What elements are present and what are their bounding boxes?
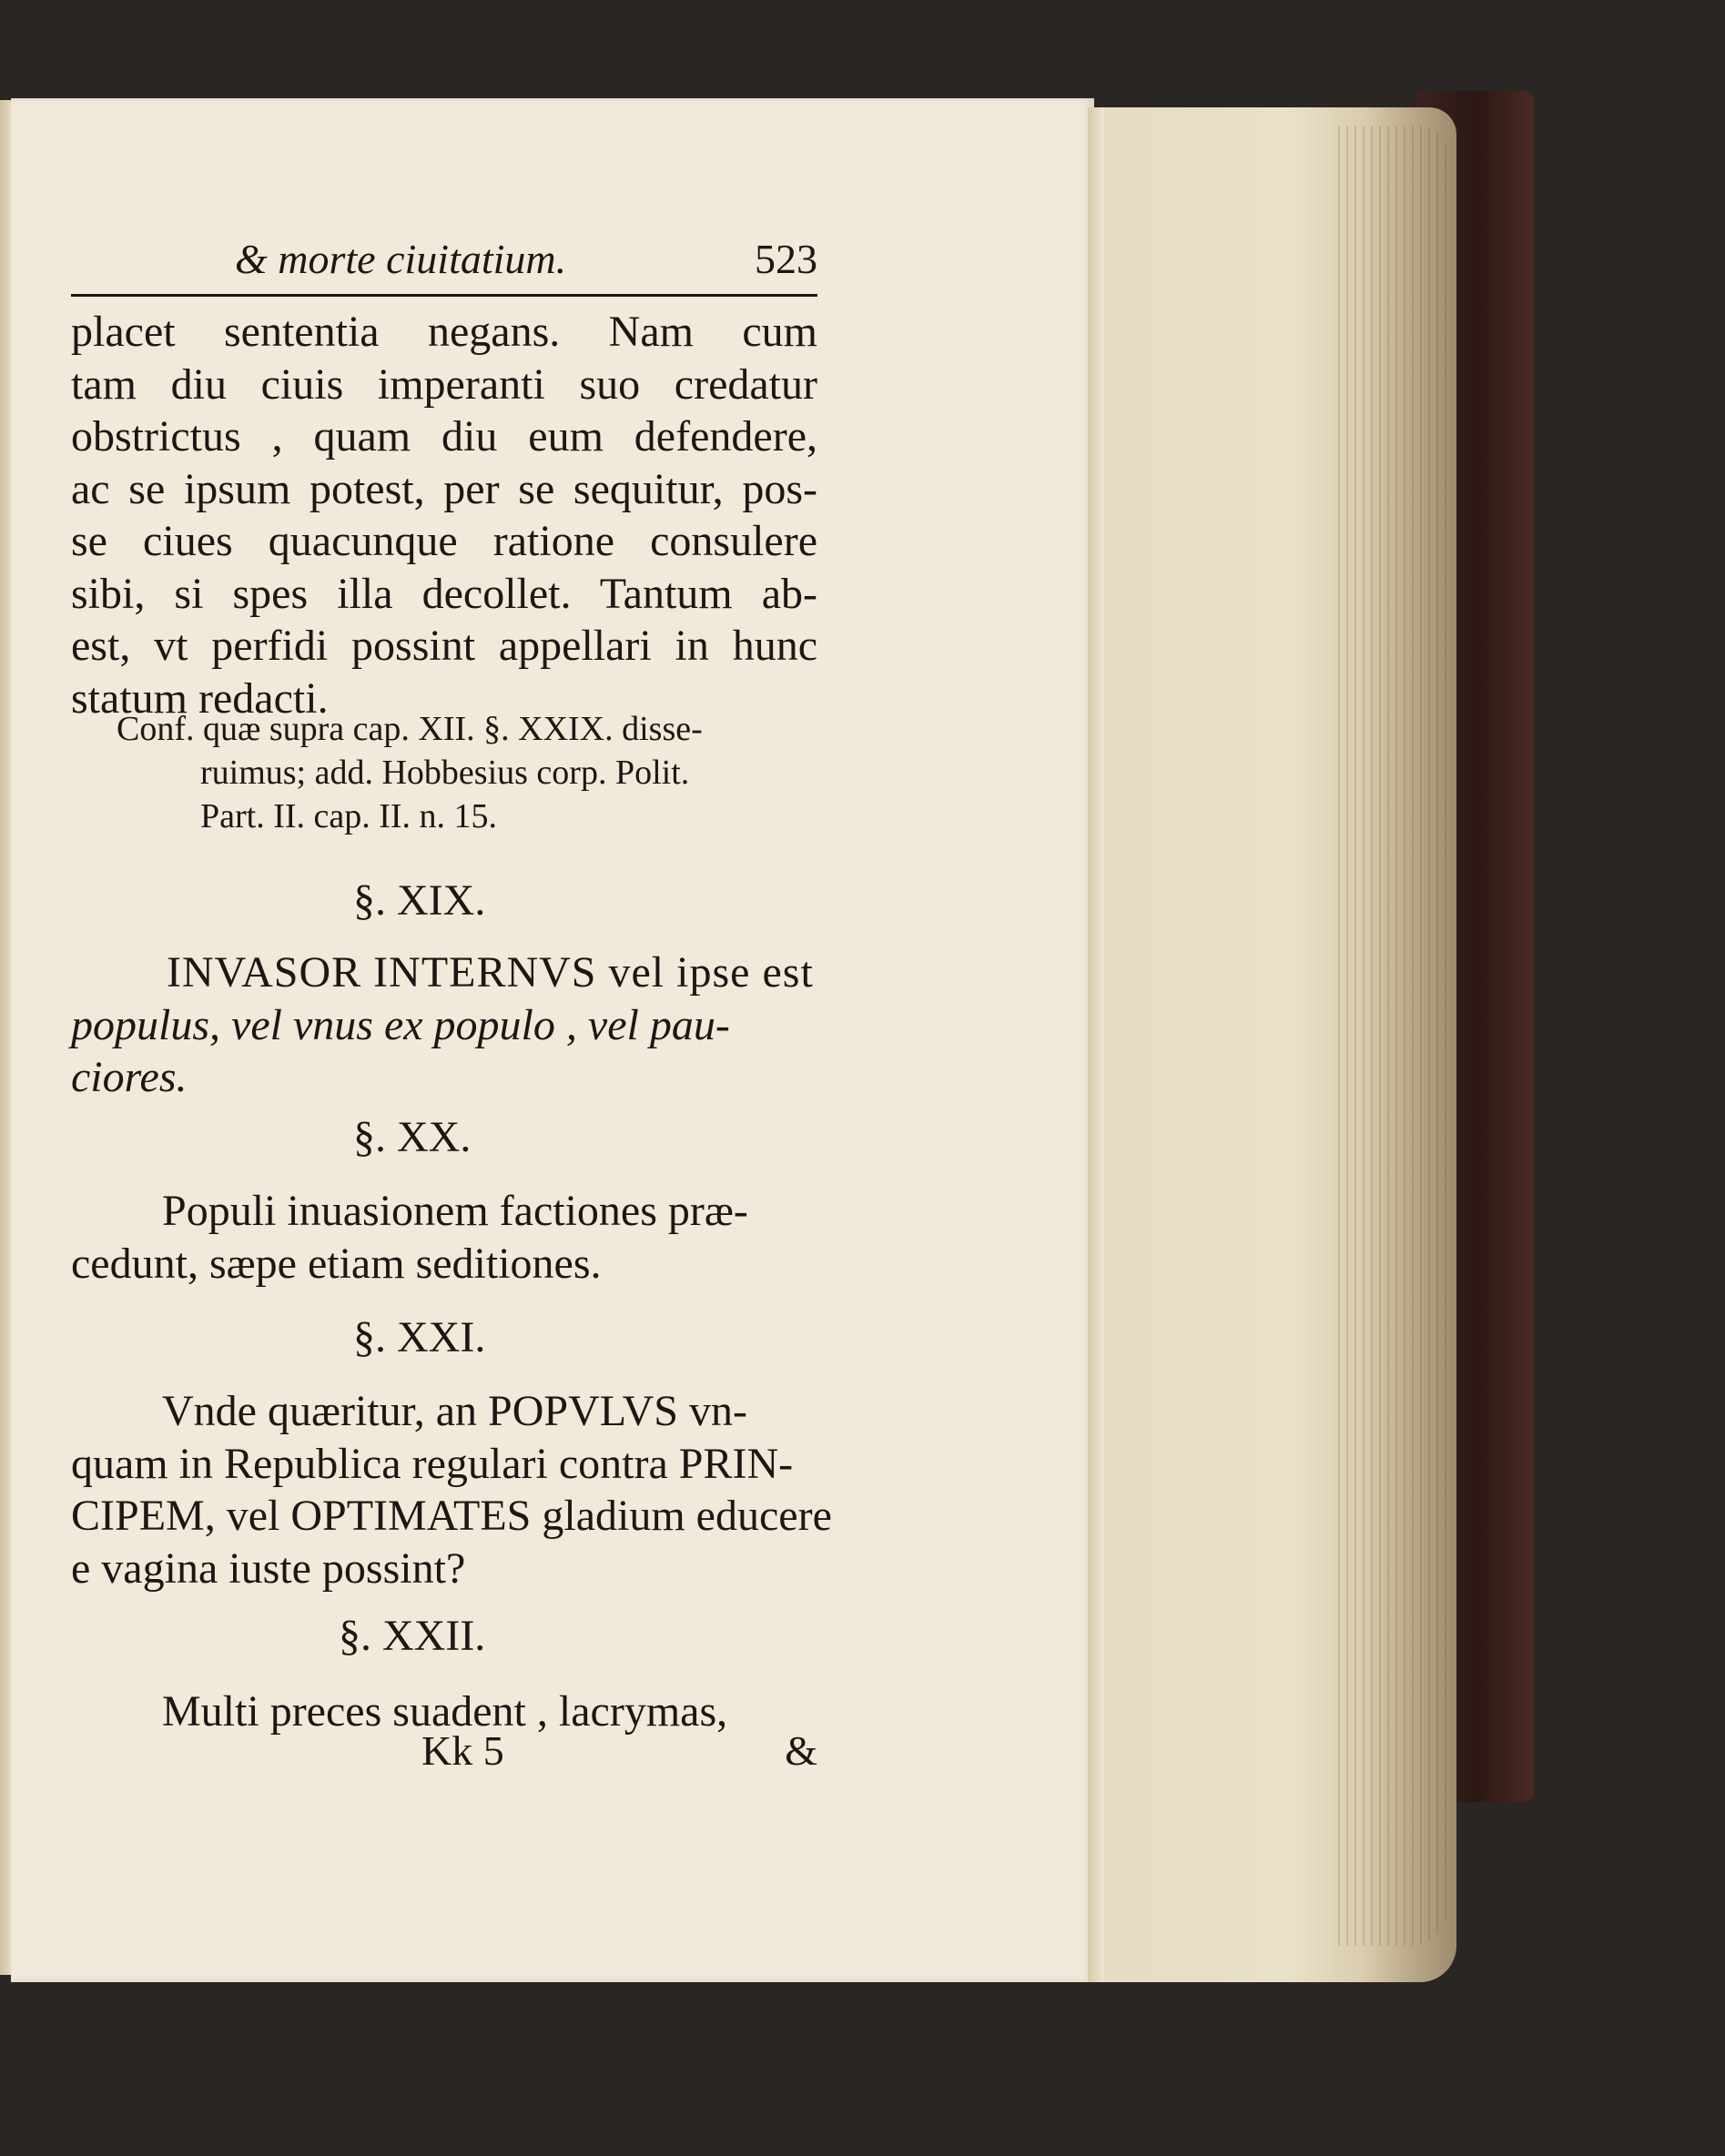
- section-line: Vnde quæritur, an POPVLVS vn-: [162, 1387, 747, 1435]
- note-line: ruimus; add. Hobbesius corp. Polit.: [200, 754, 690, 792]
- note-line: Part. II. cap. II. n. 15.: [200, 797, 498, 835]
- footnote: [71, 707, 817, 838]
- body-line: tam diu ciuis imperanti suo credatur: [71, 359, 817, 409]
- section-line: INVASOR INTERNVS vel ipse est: [167, 948, 814, 997]
- body-line: sibi, si spes illa decollet. Tantum ab-: [71, 569, 817, 618]
- book-fore-edge: [1088, 107, 1456, 1982]
- section-line: populus, vel vnus ex populo , vel pau-: [71, 1000, 730, 1049]
- signature-mark: Kk 5: [421, 1727, 504, 1774]
- running-head: [71, 235, 817, 280]
- section-text: [71, 1385, 832, 1594]
- header-rule: [71, 294, 817, 297]
- section-heading: §. XXII.: [339, 1612, 486, 1660]
- body-line: placet sententia negans. Nam cum: [71, 308, 817, 356]
- section-heading: §. XXI.: [353, 1313, 486, 1361]
- section-line: ciores.: [71, 1053, 188, 1101]
- body-line: statum redacti.: [71, 673, 329, 723]
- body-line: ac se ipsum potest, per se sequitur, pos-: [71, 464, 817, 513]
- section-heading: §. XIX.: [353, 876, 486, 925]
- running-head-title: & morte ciuitatium.: [235, 236, 567, 282]
- body-line: se ciues quacunque ratione consulere: [71, 517, 817, 565]
- body-line: obstrictus , quam diu eum defendere,: [71, 412, 817, 461]
- section-text: [71, 1185, 817, 1290]
- section-line: e vagina iuste possint?: [71, 1544, 466, 1593]
- section-line: cedunt, sæpe etiam seditiones.: [71, 1239, 602, 1288]
- body-text: [71, 306, 817, 724]
- section-line: quam in Republica regulari contra PRIN-: [71, 1439, 794, 1488]
- section-line: Populi inuasionem factiones præ-: [162, 1187, 748, 1235]
- body-line: est, vt perfidi possint appellari in hunc: [71, 622, 817, 670]
- section-text: [71, 946, 817, 1104]
- page-number: 523: [755, 236, 817, 282]
- note-line: Conf. quæ supra cap. XII. §. XXIX. disse-: [117, 710, 703, 748]
- section-heading: §. XX.: [353, 1113, 472, 1161]
- page-gutter: [1088, 107, 1104, 1982]
- section-line: CIPEM, vel OPTIMATES gladium educere: [71, 1492, 832, 1540]
- catchword: &: [785, 1727, 817, 1774]
- section-line: Multi preces suadent , lacrymas,: [162, 1687, 728, 1736]
